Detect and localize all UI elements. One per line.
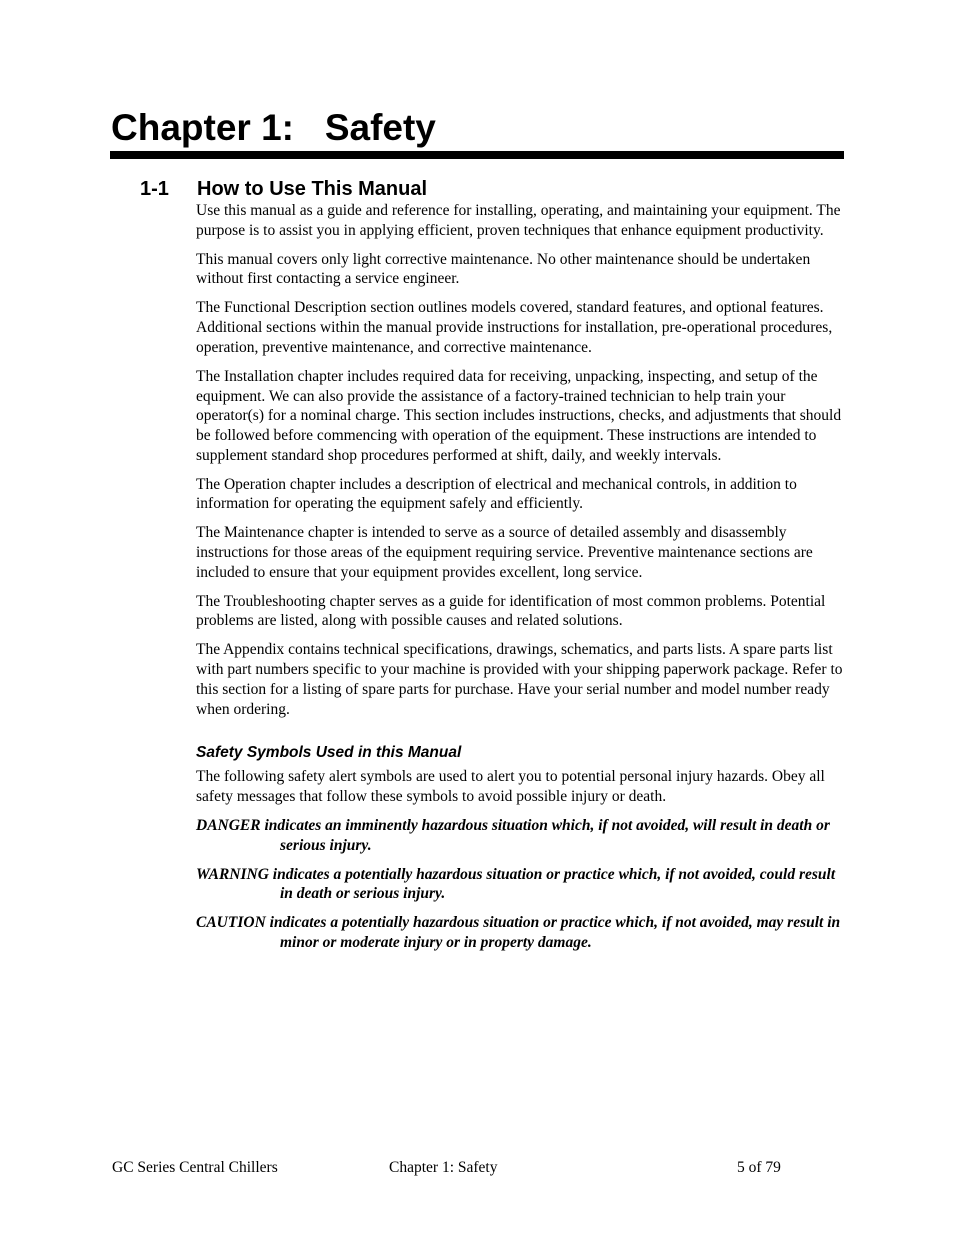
paragraph-troubleshooting: The Troubleshooting chapter serves as a guide for identification of most common problems. Potential problems are listed, along with possible causes and related solutions. <box>196 592 826 630</box>
safety-symbols-intro: The following safety alert symbols are used to alert you to potential personal injury hazards. Obey all safety messages that follow these symbols to avoid possible injury or death. <box>196 768 825 805</box>
paragraph-installation: The Installation chapter includes required data for receiving, unpacking, inspecting, and setup of the equipment. We can also provide the assistance of a factory-trained technician to help train your operator(s) for a nominal charge. This section includes instructions, checks, and adjustments that should be followed before commencing with operation of the equipment. These instructions are intended to supplement standard shop procedures performed at shift, daily, and weekly intervals. <box>196 367 842 464</box>
section-number: 1-1 <box>140 178 169 200</box>
paragraph-purpose: Use this manual as a guide and reference for installing, operating, and maintaining your equipment. The purpose is to assist you in applying efficient, proven techniques that enhance equipment productivity. <box>196 202 841 239</box>
section-title: How to Use This Manual <box>197 178 428 200</box>
paragraph-maintenance-scope: This manual covers only light corrective maintenance. No other maintenance should be undertaken without first contacting a service engineer. <box>196 250 811 288</box>
section-body <box>196 201 846 962</box>
warning-alert: WARNING indicates a potentially hazardous situation or practice which, if not avoided, could result in death or serious injury. <box>196 865 836 903</box>
paragraph-operation: The Operation chapter includes a description of electrical and mechanical controls, in addition to information for operating the equipment safely and efficiently. <box>196 475 797 513</box>
footer-document-title: GC Series Central Chillers <box>112 1159 278 1176</box>
paragraph-appendix: The Appendix contains technical specifications, drawings, schematics, and parts lists. A spare parts list with part numbers specific to your machine is provided with your shipping paperwork package. Refer to this section for a listing of spare parts for purchase. Have your serial number and model number ready when ordering. <box>196 641 843 718</box>
safety-symbols-heading: Safety Symbols Used in this Manual <box>196 744 462 762</box>
footer-chapter: Chapter 1: Safety <box>389 1159 498 1176</box>
footer-page-number: 5 of 79 <box>737 1159 781 1176</box>
paragraph-maintenance: The Maintenance chapter is intended to serve as a source of detailed assembly and disassembly instructions for those areas of the equipment requiring service. Preventive maintenance sections are included to ensure that your equipment provides excellent, long service. <box>196 524 813 581</box>
caution-alert: CAUTION indicates a potentially hazardous situation or practice which, if not avoided, may result in minor or moderate injury or in property damage. <box>196 914 841 952</box>
danger-alert: DANGER indicates an imminently hazardous situation which, if not avoided, will result in death or serious injury. <box>196 816 830 854</box>
section-heading <box>140 176 427 202</box>
chapter-title: Chapter 1: Safety <box>111 107 436 148</box>
paragraph-functional-description: The Functional Description section outlines models covered, standard features, and optional features. Additional sections within the manual provide instructions for installation, pre-operational procedures, operation, preventive maintenance, and corrective maintenance. <box>196 299 833 356</box>
chapter-rule <box>110 151 844 159</box>
